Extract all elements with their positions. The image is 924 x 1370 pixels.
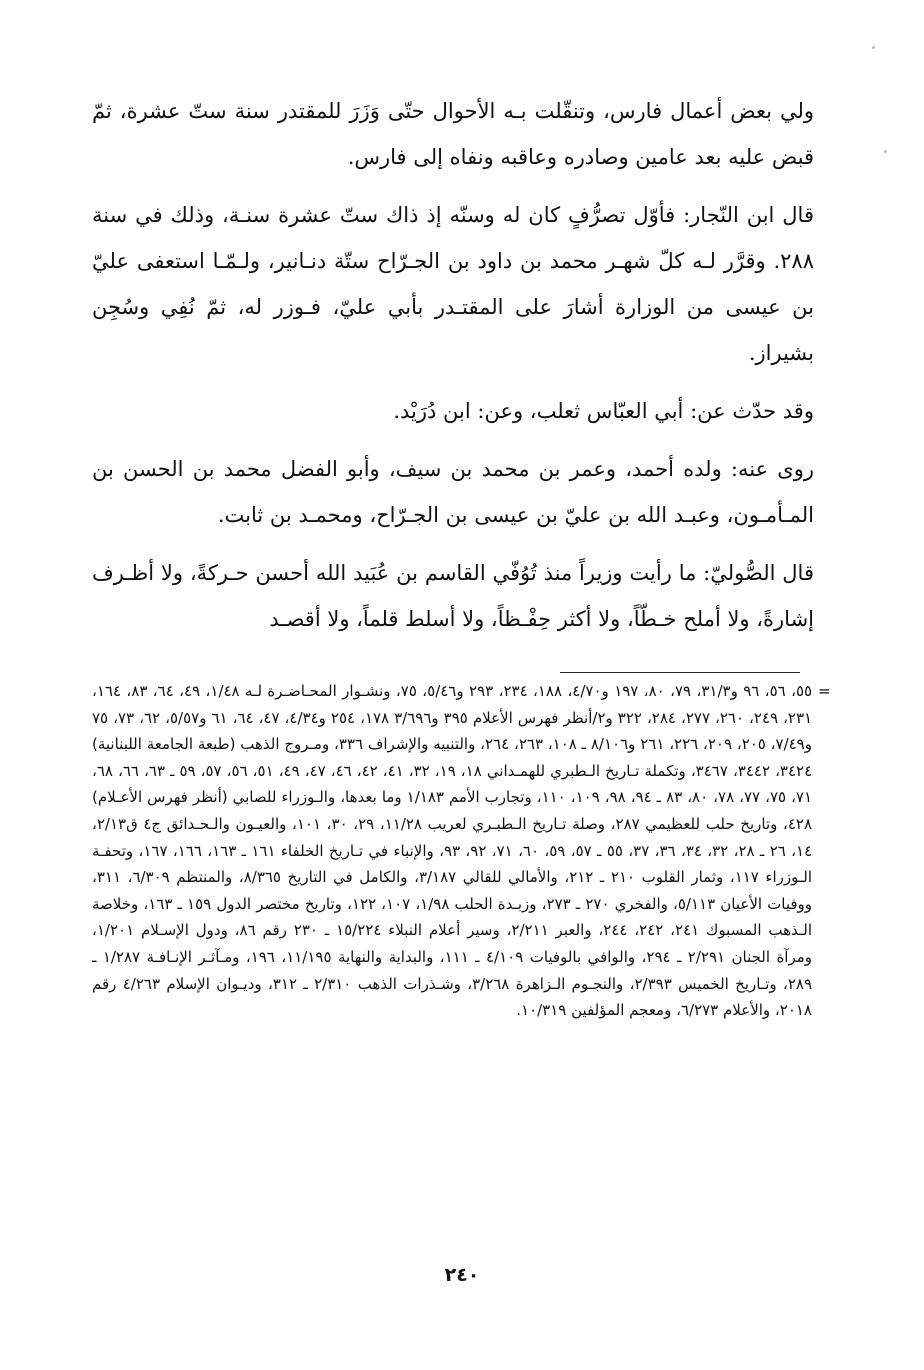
main-text-body [92, 88, 814, 654]
margin-speck [884, 150, 887, 153]
paragraph-students: روى عنه: ولده أحمد، وعمر بن محمد بن سيف، وأبو الفضل محمد بن الحسن بن المـأمـون، وعبـد الله بن عليّ بن عيسى بن الجـرّاح، ومحمـد بن ثابت. [92, 457, 814, 527]
paragraph-al-suli: قال الصُّوليّ: ما رأيت وزيراً منذ تُوُفّي القاسم بن عُبَيد الله أحسن حـركةً، ولا أظـرف إشارةً، ولا أملح خـطّاً، ولا أكثر حِفْـظاً، ولا أسلط قلماً، ولا أقصـد [92, 561, 814, 631]
footnote-separator [560, 672, 800, 673]
paragraph-appointment: ولي بعض أعمال فارس، وتنقّلت بـه الأحوال حتّى وَزَرَ للمقتدر سنة ستّ عشرة، ثمّ قبض عليه بعد عامين وصادره وعاقبه ونفاه إلى فارس. [92, 99, 814, 169]
margin-speck [872, 46, 875, 49]
page-number: ٢٤٠ [444, 1264, 480, 1286]
footnotes-block: ٥٥، ٥٦، ٩٦ و٣١/٣، ٧٩، ٨٠، ١٩٧ و٤/٧٠، ١٨٨، ٢٣٤، ٢٩٣ و٥/٤٦، ٧٥، ونشـوار المحـاضـرة لـه ١/٤٨، ٤٩، ٦٤، ٨٣، ١٦٤، ٢٣١، ٢٤٩، ٢٦٠، ٢٧٧، ٢٨٤، ٣٢٢ و٢/أنظر فهرس الأعلام ٣٩٥ و٣/٦٩٦ ١٧٨، ٢٥٤ و٤/٣٤، ٤٧، ٦٤، ٦١ و٥/٥٧، ٦٢، ٧٣، ٧٥ و٧/٤٩، ٢٠٥، ٢٠٩، ٢٢٦، ٢٦١ و٨/١٠٦ ـ ١٠٨، ٢٦٣، ٢٦٤، والتنبيه والإشراف ٣٣٦، ومـروج الذهب (طبعة الجامعة اللبنانية) ٣٤٢٤، ٣٤٤٢، ٣٤٦٧، وتكملة تـاريخ الـطبري للهمـداني ١٨، ١٩، ٣٢، ٤١، ٤٢، ٤٦، ٤٧، ٤٩، ٥١، ٥٦، ٥٧، ٥٩ ـ ٦٣، ٦٦، ٦٨، ٧١، ٧٥، ٧٧، ٧٨، ٨٠، ٨٣ ـ ٩٤، ٩٨، ١٠٩، ١١٠، وتجارب الأمم ١/١٨٣ وما بعدها، والـوزراء للصابي (أنظر فهرس الأعـلام) ٤٢٨، وتاريخ حلب للعظيمي ٢٨٧، وصلة تـاريخ الـطبـري لعريب ١١/٢٨، ٢٩، ٣٠، ١٠١، والعيـون والـحـدائق ج٤ ق٢/١٣، ١٤، ٢٦ ـ ٢٨، ٣٢، ٣٤، ٣٦، ٣٧، ٥٥ ـ ٥٧، ٥٩، ٦٠، ٧١، ٩٢، ٩٣، والإنباء في تـاريخ الخلفاء ١٦١ ـ ١٦٣، ١٦٦، ١٦٧، وتحفـة الـوزراء ١١٧، وثمار القلوب ٢١٠ ـ ٢١٢، والأمالي للقالي ٣/١٨٧، والكامل في التاريخ ٨/٣٦٥، والمنتظم ٦/٣٠٩، ٣١١، ووفيات الأعيان ٥/١١٣، والفخري ٢٧٠ ـ ٢٧٣، وزبـدة الحلب ١/٩٨، ١٠٧، ١٢٢، وتاريخ مختصر الدول ١٥٩ ـ ١٦٣، وخلاصة الـذهب المسبوك ٢٤١، ٢٤٢، ٢٤٤، والعبر ٢/٢١١، وسير أعلام النبلاء ١٥/٢٢٤ ـ ٢٣٠ رقم ٨٦، ودول الإسـلام ١/٢٠١، ومرآة الجنان ٢/٢٩١ ـ ٢٩٤، والوافي بالوفيات ٤/١٠٩ ـ ١١١، والبداية والنهاية ١١/١٩٥، ١٩٦، ومـآثـر الإنـافـة ١/٢٨٧ ـ ٢٨٩، وتـاريخ الخميس ٢/٣٩٣، والنجـوم الـزاهرة ٣/٢٦٨، وشـذرات الذهب ٢/٣١٠ ـ ٣١٢، وديـوان الإسلام ٤/٢٦٣ رقم ٢٠١٨، والأعلام ٦/٢٧٣، ومعجم المؤلفين ١٠/٣١٩. [92, 682, 813, 1020]
paragraph-teachers: وقد حدّث عن: أبي العبّاس ثعلب، وعن: ابن دُرَيْد. [393, 399, 814, 423]
paragraph-ibn-al-najjar: قال ابن النّجار: فأوّل تصرُّفٍ كان له وسنّه إذ ذاك ستّ عشرة سنـة، وذلك في سنة ٢٨٨. وقرَّر لـه كلّ شهـر محمد بن داود بن الجـرّاح ستّة دنـانير، ولـمّـا استعفى عليّ بن عيسى من الوزارة أشارَ على المقتـدر بأبي عليّ، فـوزر له، ثمّ نُفِي وسُجِن بشيراز. [92, 203, 814, 365]
footnote-continuation-marker: = [818, 682, 831, 700]
